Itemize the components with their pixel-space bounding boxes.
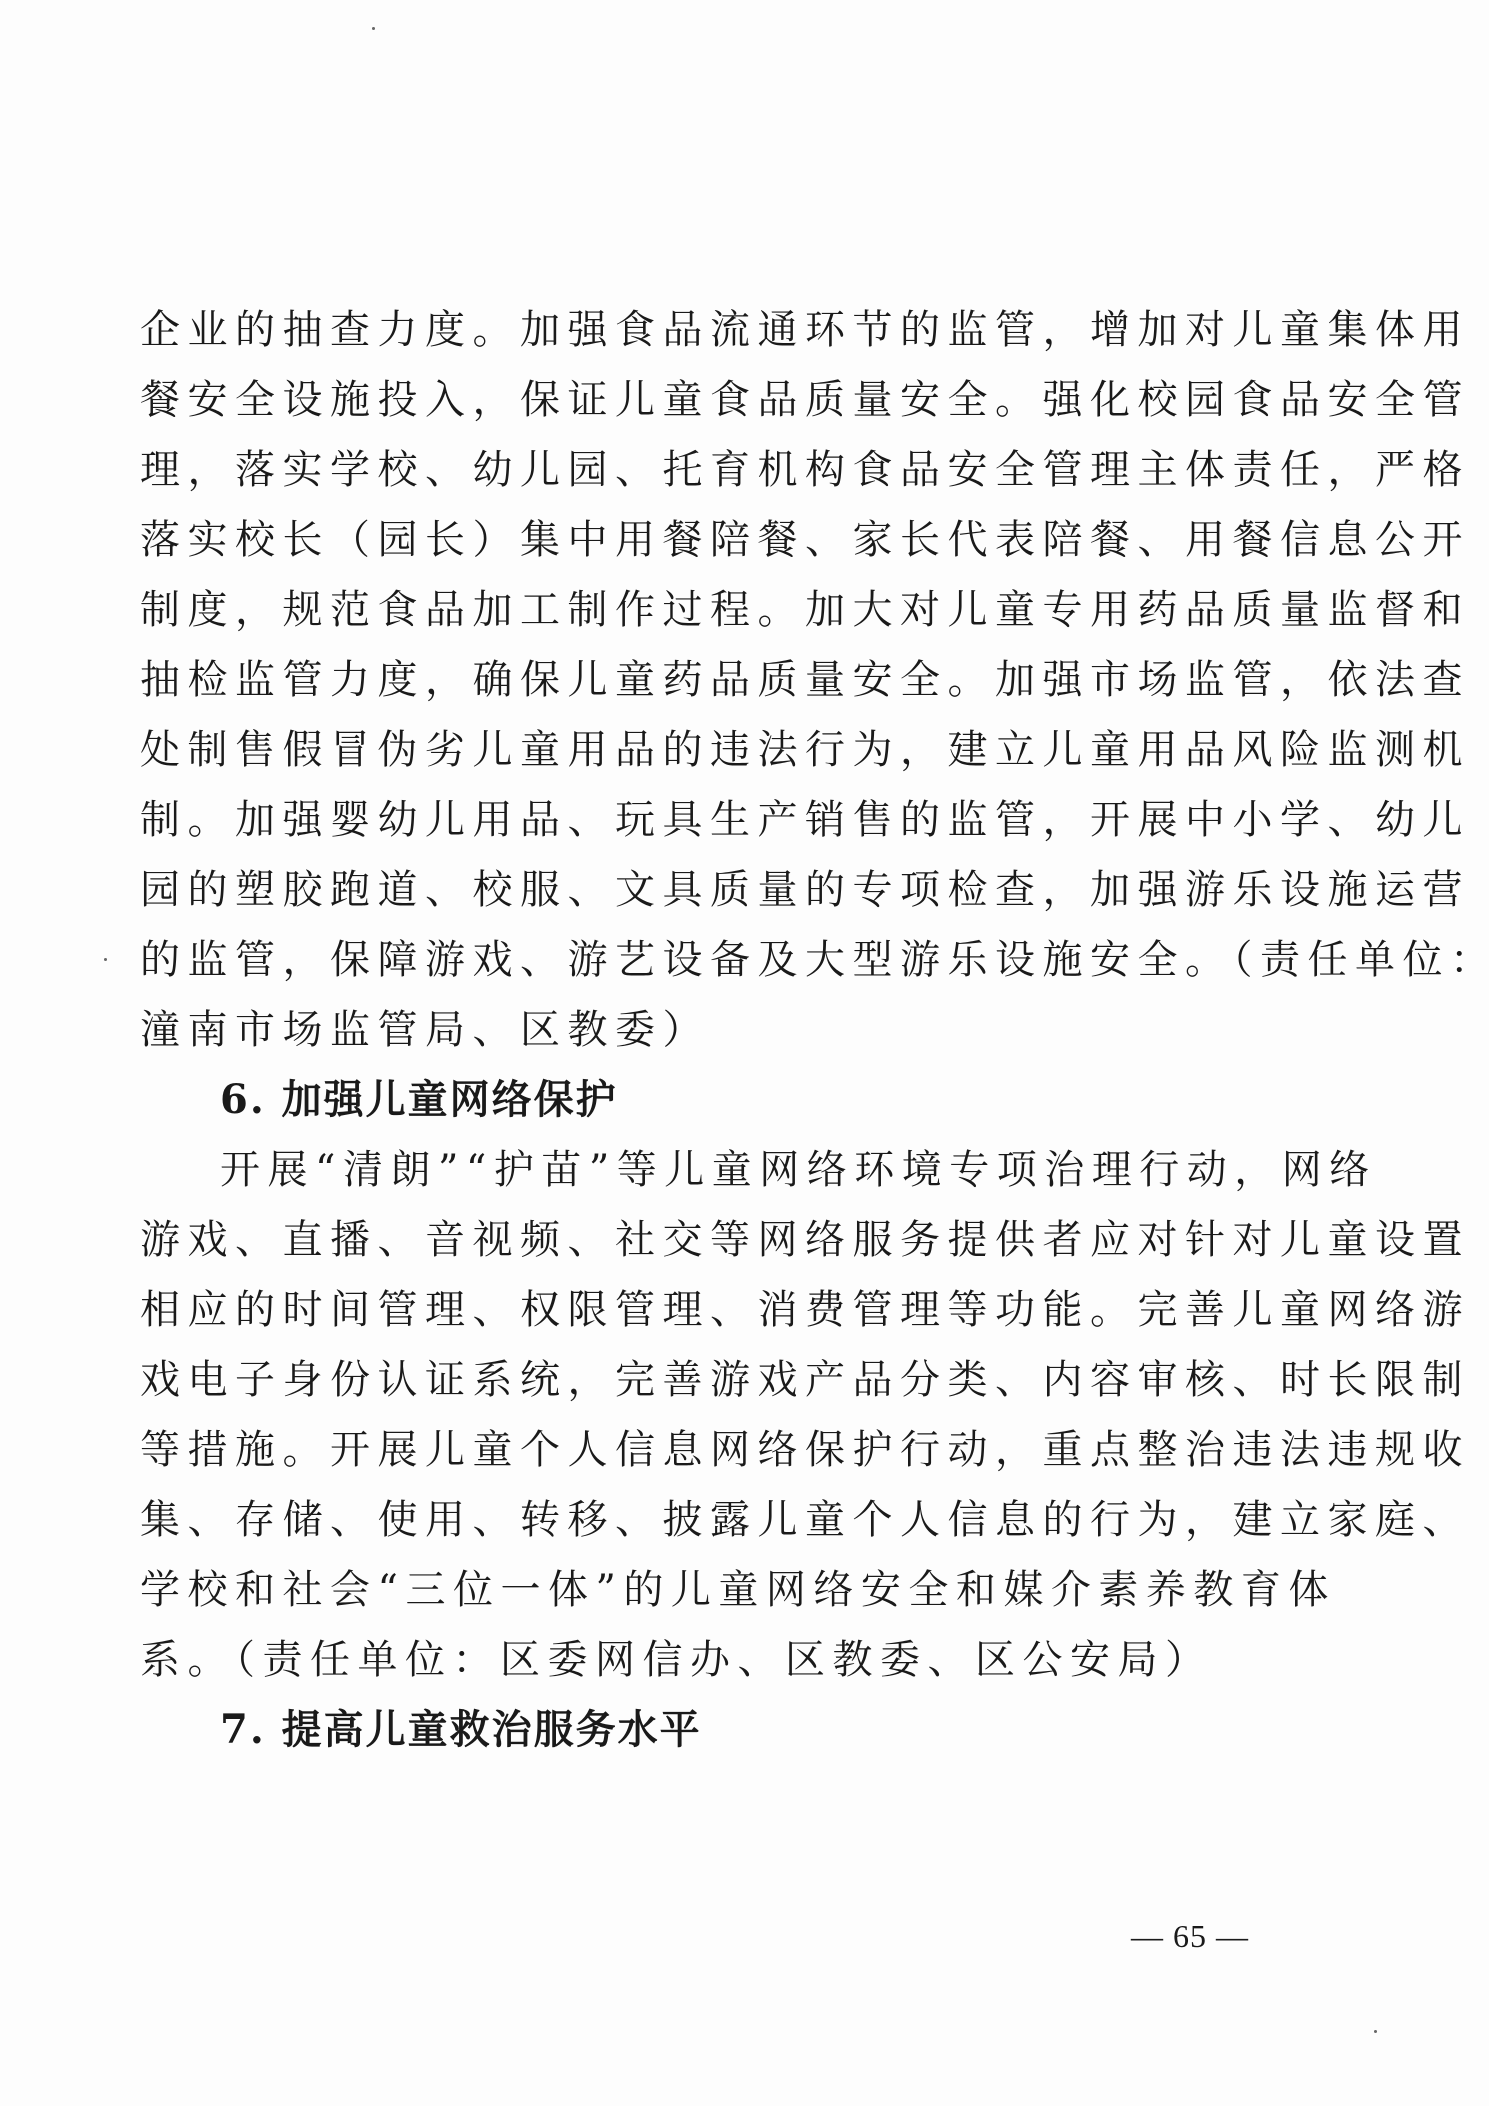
paragraph-line: 园的塑胶跑道、校服、文具质量的专项检查，加强游乐设施运营 bbox=[140, 867, 1470, 913]
page-number: — 65 — bbox=[1131, 1918, 1249, 1954]
paragraph-line: 相应的时间管理、权限管理、消费管理等功能。完善儿童网络游 bbox=[140, 1287, 1470, 1333]
paragraph-line: 制。加强婴幼儿用品、玩具生产销售的监管，开展中小学、幼儿 bbox=[140, 797, 1470, 843]
paragraph-line: 的监管，保障游戏、游艺设备及大型游乐设施安全。（责任单位： bbox=[140, 937, 1498, 983]
paragraph-line: 制度，规范食品加工制作过程。加大对儿童专用药品质量监督和 bbox=[140, 587, 1470, 633]
paragraph-line: 餐安全设施投入，保证儿童食品质量安全。强化校园食品安全管 bbox=[140, 377, 1470, 423]
scan-speck bbox=[104, 958, 107, 961]
paragraph-line: 等措施。开展儿童个人信息网络保护行动，重点整治违法违规收 bbox=[140, 1427, 1470, 1473]
section-heading-7: 7. 提高儿童救治服务水平 bbox=[220, 1706, 702, 1753]
paragraph-line: 处制售假冒伪劣儿童用品的违法行为，建立儿童用品风险监测机 bbox=[140, 727, 1470, 773]
paragraph-line: 游戏、直播、音视频、社交等网络服务提供者应对针对儿童设置 bbox=[140, 1217, 1470, 1263]
scan-speck bbox=[372, 27, 375, 30]
section-heading-6: 6. 加强儿童网络保护 bbox=[220, 1076, 618, 1123]
paragraph-line: 戏电子身份认证系统，完善游戏产品分类、内容审核、时长限制 bbox=[140, 1357, 1470, 1403]
paragraph-line: 潼南市场监管局、区教委） bbox=[140, 1007, 710, 1053]
paragraph-line: 企业的抽查力度。加强食品流通环节的监管，增加对儿童集体用 bbox=[140, 307, 1470, 353]
paragraph-line: 落实校长（园长）集中用餐陪餐、家长代表陪餐、用餐信息公开 bbox=[140, 517, 1470, 563]
paragraph-line: 学校和社会“三位一体”的儿童网络安全和媒介素养教育体 bbox=[140, 1567, 1336, 1613]
paragraph-line: 系。（责任单位：区委网信办、区教委、区公安局） bbox=[140, 1637, 1213, 1683]
paragraph-line: 集、存储、使用、转移、披露儿童个人信息的行为，建立家庭、 bbox=[140, 1497, 1470, 1543]
scan-speck bbox=[1374, 2030, 1377, 2033]
paragraph-line: 抽检监管力度，确保儿童药品质量安全。加强市场监管，依法查 bbox=[140, 657, 1470, 703]
paragraph-line: 理，落实学校、幼儿园、托育机构食品安全管理主体责任，严格 bbox=[140, 447, 1470, 493]
body-text bbox=[140, 295, 1498, 1765]
paragraph-line: 开展“清朗”“护苗”等儿童网络环境专项治理行动，网络 bbox=[220, 1147, 1377, 1193]
